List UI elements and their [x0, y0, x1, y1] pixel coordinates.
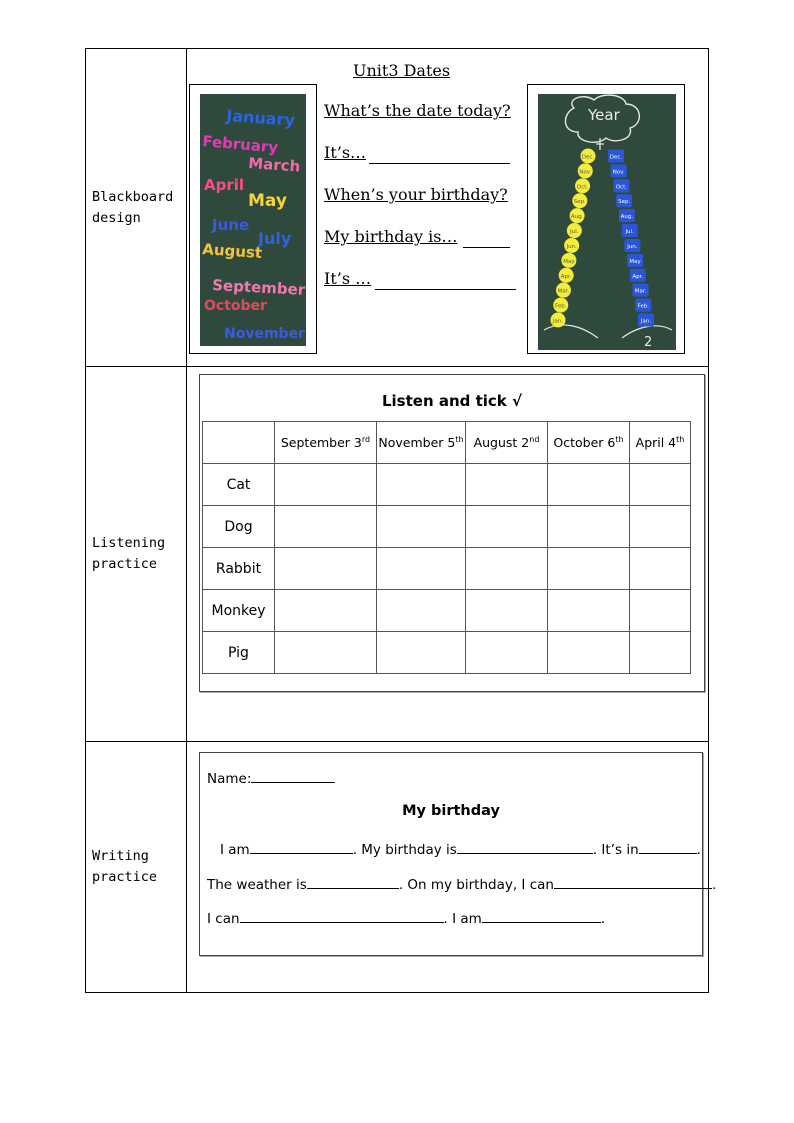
lesson-table [85, 48, 717, 993]
table-row [203, 632, 691, 674]
date-header: April 4th [630, 422, 691, 464]
sentence-its-2: It’s … [324, 269, 372, 288]
name-blank[interactable] [251, 768, 335, 783]
tick-table-header [203, 422, 691, 464]
month-text: February [201, 132, 279, 157]
row-label-writing: Writing practice [86, 742, 187, 993]
year-tree-image [538, 94, 676, 350]
table-row [203, 548, 691, 590]
name-label: Name: [207, 771, 252, 787]
month-bead-label: Jan. [552, 318, 564, 325]
worksheet-title: Listen and tick √ [381, 392, 523, 410]
tick-cell[interactable] [630, 548, 691, 590]
month-bead-label: Jul. [625, 229, 634, 236]
tick-cell[interactable] [466, 632, 548, 674]
month-bead-label: Mar. [557, 288, 570, 295]
month-text: April [204, 176, 245, 194]
tick-cell[interactable] [275, 590, 377, 632]
tick-cell[interactable] [466, 590, 548, 632]
date-header: September 3rd [275, 422, 377, 464]
tick-cell[interactable] [466, 464, 548, 506]
month-bead-label: Oct. [615, 184, 628, 191]
worksheet-title: My birthday [402, 803, 500, 819]
month-text: August [201, 240, 263, 263]
tick-cell[interactable] [275, 464, 377, 506]
month-bead-label: Apr. [632, 273, 644, 280]
month-bead-label: Dec. [581, 154, 595, 161]
table-row [203, 590, 691, 632]
answer-blank [463, 247, 510, 248]
month-text: November [224, 326, 305, 342]
writing-cell [187, 742, 717, 993]
photo-number: 2 [644, 335, 653, 350]
month-text: June [212, 216, 250, 234]
month-bead-label: Feb. [554, 303, 567, 310]
tick-cell[interactable] [377, 506, 466, 548]
months-chalkboard-image [200, 94, 306, 346]
month-bead-label: Dec. [609, 154, 623, 161]
month-bead-label: Apr. [560, 273, 572, 280]
month-bead-label: May [629, 258, 641, 265]
date-header: October 6th [548, 422, 630, 464]
listen-and-tick-worksheet [199, 374, 705, 692]
year-tree-photo [527, 84, 685, 354]
month-bead-label: Sep. [573, 199, 586, 206]
animal-label: Dog [203, 506, 275, 548]
writing-line-2: The weather is . On my birthday, I can . [207, 874, 716, 893]
month-bead-label: Nov. [612, 169, 625, 176]
month-bead-label: Aug. [570, 214, 584, 221]
tick-cell[interactable] [377, 590, 466, 632]
table-row [203, 506, 691, 548]
month-bead-label: Jul. [570, 229, 579, 236]
fill-blank[interactable] [240, 908, 444, 923]
tick-cell[interactable] [377, 548, 466, 590]
tick-cell[interactable] [630, 632, 691, 674]
fill-blank[interactable] [457, 839, 593, 854]
fill-blank[interactable] [250, 839, 353, 854]
listening-cell [187, 367, 709, 742]
my-birthday-worksheet [199, 752, 717, 956]
tick-cell[interactable] [548, 464, 630, 506]
tick-cell[interactable] [275, 632, 377, 674]
sentence-my-birthday: My birthday is… [324, 227, 458, 246]
animal-label: Rabbit [203, 548, 275, 590]
tick-cell[interactable] [466, 506, 548, 548]
writing-line-3: I can . I am . [207, 908, 605, 927]
month-text: March [247, 154, 301, 176]
name-line [207, 768, 335, 787]
tick-cell[interactable] [548, 506, 630, 548]
tick-cell[interactable] [275, 506, 377, 548]
sentence-its: It’s… [324, 143, 367, 162]
answer-blank [375, 289, 516, 290]
sentence-birthday-question: When’s your birthday? [324, 185, 508, 204]
tick-cell[interactable] [466, 548, 548, 590]
month-bead-label: Nov. [579, 169, 592, 176]
date-header: November 5th [377, 422, 466, 464]
month-text: October [204, 298, 267, 314]
fill-blank[interactable] [307, 874, 399, 889]
month-text: July [258, 229, 292, 248]
tick-cell[interactable] [377, 632, 466, 674]
tick-cell[interactable] [377, 464, 466, 506]
fill-blank[interactable] [482, 908, 601, 923]
date-header: August 2nd [466, 422, 548, 464]
tick-cell[interactable] [630, 506, 691, 548]
month-bead-label: Aug. [620, 214, 634, 221]
month-bead-label: Jun. [627, 243, 638, 250]
month-bead-label: Jan. [640, 318, 652, 325]
animal-label: Pig [203, 632, 275, 674]
answer-blank [369, 163, 510, 164]
fill-blank[interactable] [554, 874, 712, 889]
year-label: Year [588, 106, 620, 124]
table-row [203, 464, 691, 506]
tick-cell[interactable] [548, 548, 630, 590]
fill-blank[interactable] [639, 839, 697, 854]
month-text: September [211, 276, 306, 299]
corner-cell [203, 422, 275, 464]
month-text: May [248, 191, 287, 211]
tick-cell[interactable] [630, 464, 691, 506]
row-label-blackboard: Blackboard design [86, 49, 187, 367]
month-bead-label: Jun. [566, 243, 577, 250]
animal-label: Cat [203, 464, 275, 506]
writing-line-1: I am . My birthday is . It’s in . [220, 839, 701, 858]
month-text: January [225, 106, 296, 130]
month-bead-label: Mar. [634, 288, 647, 295]
tick-cell[interactable] [630, 590, 691, 632]
month-bead-label: Feb. [637, 303, 650, 310]
month-bead-label: Oct. [576, 184, 589, 191]
tick-cell[interactable] [548, 632, 630, 674]
blackboard-title: Unit3 Dates [353, 61, 451, 80]
month-bead-label: Sep. [618, 199, 631, 206]
sentence-date-question: What’s the date today? [324, 101, 511, 120]
blackboard-cell [187, 49, 709, 367]
animal-label: Monkey [203, 590, 275, 632]
tick-table [202, 421, 691, 674]
months-chalkboard-photo [189, 84, 317, 354]
tick-cell[interactable] [275, 548, 377, 590]
row-label-listening: Listening practice [86, 367, 187, 742]
month-bead-label: May [563, 258, 575, 265]
tick-cell[interactable] [548, 590, 630, 632]
